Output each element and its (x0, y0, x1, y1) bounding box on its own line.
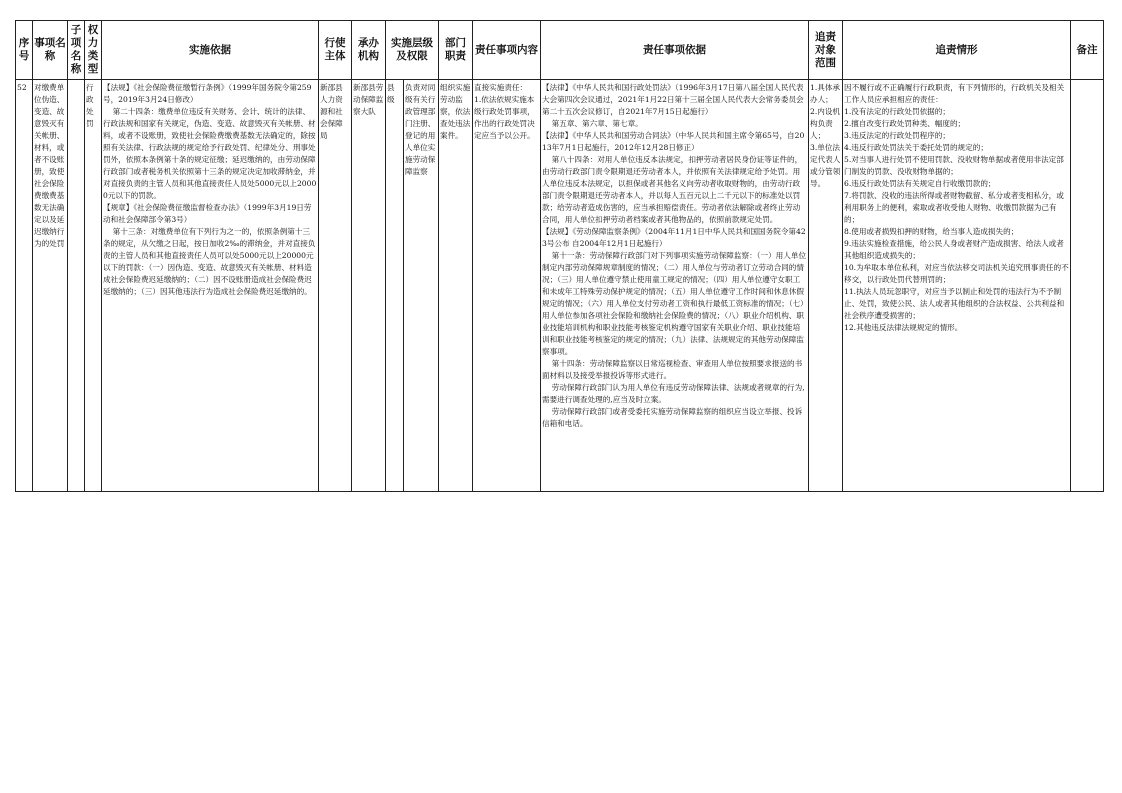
cell-circumstances: 因不履行或不正确履行行政职责，有下列情形的，行政机关及相关工作人员应承担相应的责任： 1.没有法定的行政处罚依据的； 2.擅自改变行政处罚种类、幅度的； 3.违反法定的行政处罚程序的； 4.违反行政处罚法关于委托处罚的规定的； 5.对当事人进行处罚不使用罚款、没收财物单据或者使用非法定部门制发的罚款、没收财物单据的； 6.违反行政处罚法有关规定自行收缴罚款的； 7.将罚款、没收的违法所得或者财物截留、私分或者变相私分，或利用职务上的便利，索取或者收受他人财物、收缴罚款据为己有的； 8.使用或者损毁扣押的财物，给当事人造成损失的； 9.违法实施检查措施，给公民人身或者财产造成损害、给法人或者其他组织造成损失的； 10.为牟取本单位私利，对应当依法移交司法机关追究刑事责任的不移交，以行政处罚代替刑罚的； 11.执法人员玩忽职守，对应当予以制止和处罚的违法行为不予制止、处罚，致使公民、法人或者其他组织的合法权益、公共利益和社会秩序遭受损害的； 12.其他违反法律法规规定的情形。 (843, 80, 1071, 492)
header-target-scope: 追责对象范围 (809, 21, 843, 80)
cell-basis: 【法规】《社会保险费征缴暂行条例》（1999年国务院令第259号，2019年3月24日修改） 第二十四条：缴费单位违反有关财务、会计、统计的法律、行政法规和国家有关规定，伪造、变造、故意毁灭有关帐册、材料，或者不设账册，致使社会保险费缴费基数无法确定的，除按照有关法律、行政法规的规定给予行政处罚、纪律处分、刑事处罚外，依照本条例第十条的规定征缴；延迟缴纳的，由劳动保障行政部门或者税务机关依照第十三条的规定决定加收滞纳金，并对直接负责的主管人员和其他直接责任人员处5000元以上20000元以下的罚款。 【规章】《社会保险费征缴监督检查办法》（1999年3月19日劳动和社会保障部令第3号） 第十三条：对缴费单位有下列行为之一的，依照条例第十三条的规定，从欠缴之日起，按日加收2‰的滞纳金，并对直接负责的主管人员和其他直接责任人员可以处5000元以上20000元以下的罚款：（一）因伪造、变造、故意毁灭有关帐册、材料造成社会保险费迟延缴纳的；（二）因不设账册造成社会保险费迟延缴纳的；（三）因其他违法行为造成社会保险费迟延缴纳的。 (102, 80, 319, 492)
cell-level: 县级 (386, 80, 404, 492)
cell-resp-content: 直接实施责任： 1.依法依规实施本级行政处罚事项，作出的行政处罚决定应当予以公开。 (473, 80, 541, 492)
cell-target-scope: 1.具体承办人； 2.内设机构负责人； 3.单位法定代表人或分管领导。 (809, 80, 843, 492)
cell-seq: 52 (16, 80, 33, 492)
responsibility-table (15, 20, 1104, 492)
header-remarks: 备注 (1071, 21, 1104, 80)
cell-sub-item-name (68, 80, 85, 492)
table-row (16, 80, 1104, 492)
cell-subject: 新邵县人力资源和社会保障局 (319, 80, 352, 492)
cell-agency: 新邵县劳动保障监察大队 (352, 80, 386, 492)
header-dept-duty: 部门职责 (439, 21, 473, 80)
header-resp-content: 责任事项内容 (473, 21, 541, 80)
header-circumstances: 追责情形 (843, 21, 1071, 80)
cell-level-scope: 负责对同级有关行政管理部门注册、登记的用人单位实施劳动保障监察 (404, 80, 439, 492)
header-resp-basis: 责任事项依据 (541, 21, 809, 80)
header-agency: 承办机构 (352, 21, 386, 80)
header-item-name: 事项名称 (33, 21, 68, 80)
header-level: 实施层级及权限 (386, 21, 439, 80)
cell-dept-duty: 组织实施劳动监察，依法查处违法案件。 (439, 80, 473, 492)
cell-item-name: 对缴费单位伪造、变造、故意毁灭有关帐册、材料，或者不设账册，致使社会保险费缴费基数无法确定以及延迟缴纳行为的处罚 (33, 80, 68, 492)
header-row (16, 21, 1104, 80)
header-subject: 行使主体 (319, 21, 352, 80)
cell-power-type: 行政处罚 (85, 80, 102, 492)
header-basis: 实施依据 (102, 21, 319, 80)
header-seq: 序号 (16, 21, 33, 80)
header-sub-item-name: 子项名称 (68, 21, 85, 80)
cell-resp-basis: 【法律】《中华人民共和国行政处罚法》（1996年3月17日第八届全国人民代表大会第四次会议通过，2021年1月22日第十三届全国人民代表大会常务委员会第二十五次会议修订，自2021年7月15日起施行） 第五章、第六章、第七章。 【法律】《中华人民共和国劳动合同法》（中华人民共和国主席令第65号，自2013年7月1日起施行，2012年12月28日修正） 第八十四条：对用人单位违反本法规定，扣押劳动者居民身份证等证件的，由劳动行政部门责令限期退还劳动者本人，并依照有关法律规定给予处罚。用人单位违反本法规定，以担保或者其他名义向劳动者收取财物的，由劳动行政部门责令限期退还劳动者本人，并以每人五百元以上二千元以下的标准处以罚款；给劳动者造成伤害的，应当承担赔偿责任。劳动者依法解除或者终止劳动合同，用人单位扣押劳动者档案或者其他物品的，依照前款规定处罚。 【法规】《劳动保障监察条例》（2004年11月1日中华人民共和国国务院令第423号公布 自2004年12月1日起施行） 第十一条：劳动保障行政部门对下列事项实施劳动保障监察：（一）用人单位制定内部劳动保障规章制度的情况；（二）用人单位与劳动者订立劳动合同的情况；（三）用人单位遵守禁止使用童工规定的情况；（四）用人单位遵守女职工和未成年工特殊劳动保护规定的情况；（五）用人单位遵守工作时间和休息休假规定的情况；（六）用人单位支付劳动者工资和执行最低工资标准的情况；（七）用人单位参加各项社会保险和缴纳社会保险费的情况；（八）职业介绍机构、职业技能培训机构和职业技能考核鉴定机构遵守国家有关职业介绍、职业技能培训和职业技能考核鉴定的规定的情况；（九）法律、法规规定的其他劳动保障监察事项。 第十四条：劳动保障监察以日常巡视检查、审查用人单位按照要求报送的书面材料以及接受举报投诉等形式进行。 劳动保障行政部门认为用人单位有违反劳动保障法律、法规或者规章的行为,需要进行调查处理的,应当及时立案。 劳动保障行政部门或者受委托实施劳动保障监察的组织应当设立举报、投诉信箱和电话。 (541, 80, 809, 492)
cell-remarks (1071, 80, 1104, 492)
header-power-type: 权力类型 (85, 21, 102, 80)
